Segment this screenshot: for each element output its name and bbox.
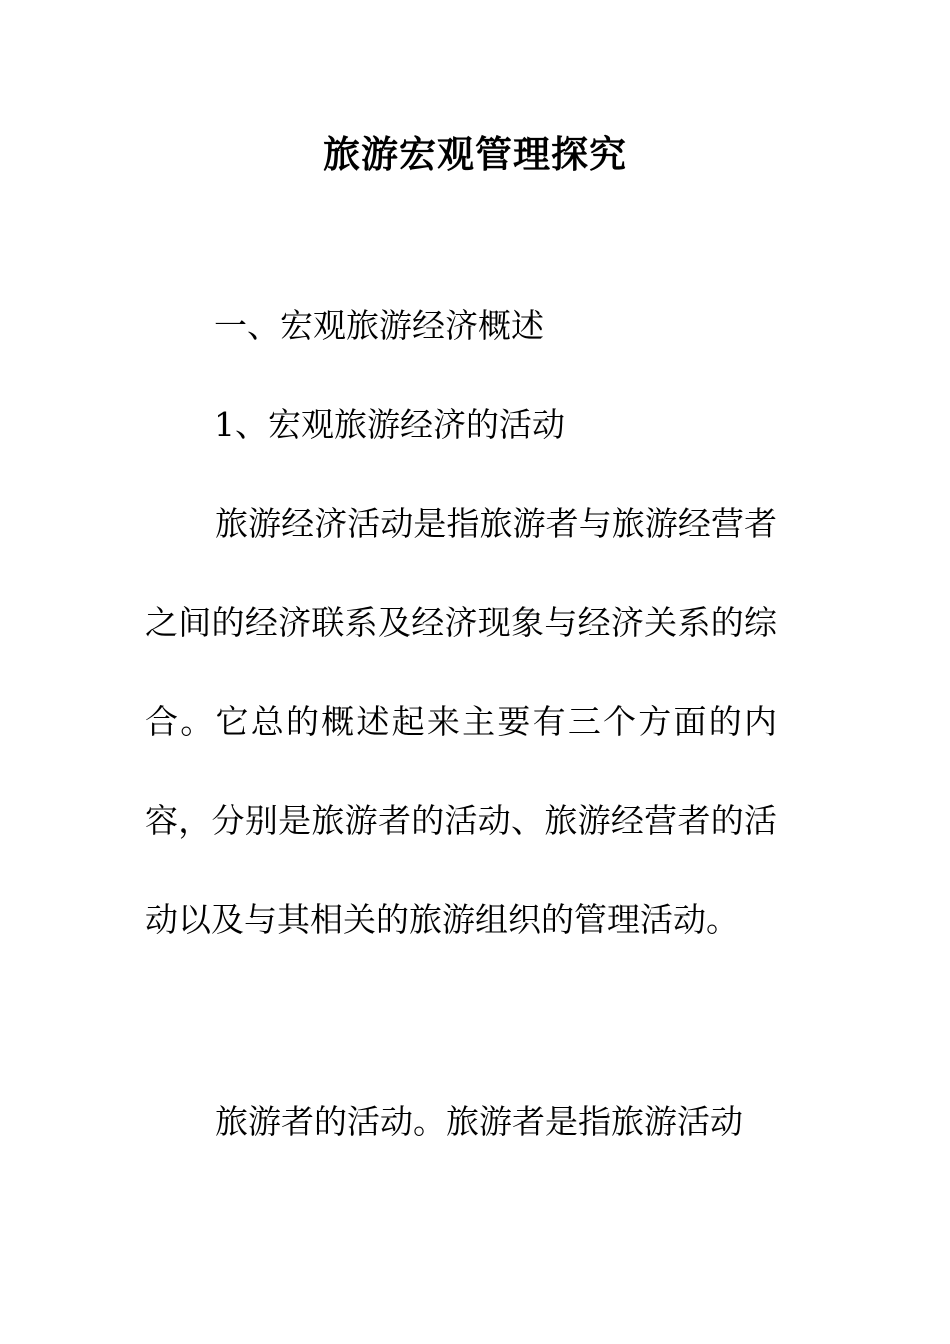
document-title: 旅游宏观管理探究	[323, 132, 627, 176]
paragraph-2: 旅游者的活动。旅游者是指旅游活动	[215, 1102, 743, 1141]
paragraph-1: 旅游经济活动是指旅游者与旅游经营者之间的经济联系及经济现象与经济关系的综合。它总的概述起来主要有三个方面的内容，分别是旅游者的活动、旅游经营者的活动以及与其相关的旅游组织的管理活动。	[145, 504, 777, 939]
section-heading: 一、宏观旅游经济概述	[214, 306, 544, 345]
subsection-heading: 1、宏观旅游经济的活动	[214, 405, 565, 444]
